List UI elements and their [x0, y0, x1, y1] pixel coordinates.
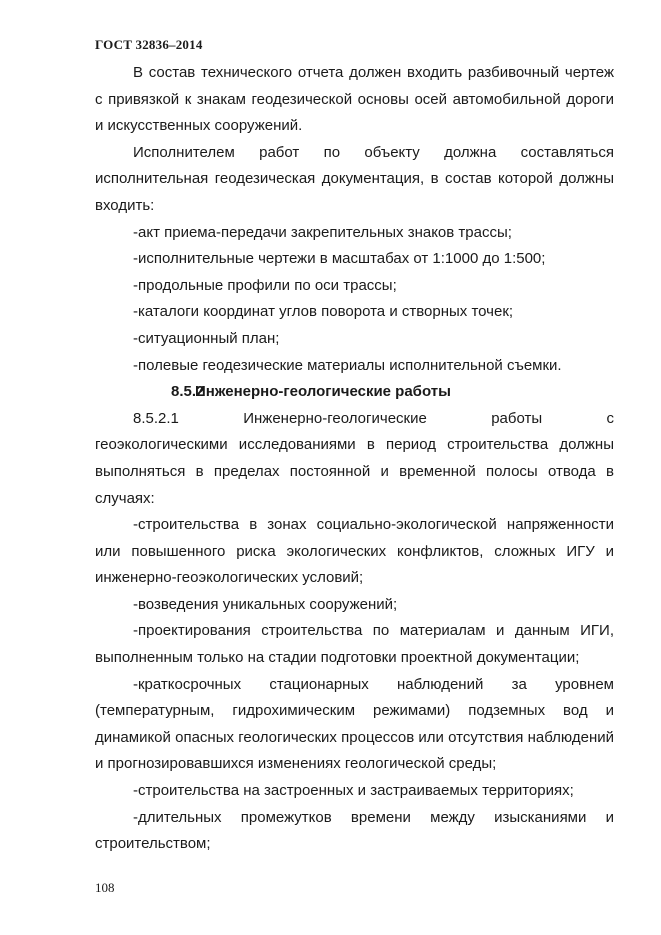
list-item: -возведения уникальных сооружений;	[133, 595, 398, 613]
list-item: -акт приема-передачи закрепительных знаков трассы;	[133, 223, 512, 241]
list-item: -строительства на застроенных и застраиваемых территориях;	[133, 782, 574, 800]
subsection-number: 8.5.2.1	[133, 409, 179, 427]
standard-code-header: ГОСТ 32836–2014	[95, 37, 203, 52]
subsection-word: с	[606, 409, 614, 427]
paragraph-executive-documentation: Исполнителем работ по объекту должна составляться исполнительная геодезическая документация, в состав которой должны входить:	[95, 143, 614, 214]
list-item: -исполнительные чертежи в масштабах от 1:1000 до 1:500;	[133, 250, 546, 268]
section-number: 8.5.2	[171, 383, 205, 401]
list-item: -полевые геодезические материалы исполнительной съемки.	[133, 356, 562, 374]
list-item: -краткосрочных стационарных наблюдений за уровнем (температурным, гидрохимическим режимами) подземных вод и динамикой опасных геологических процессов или отсутствия наблюдений и прогнозировавшихся изменениях геологической среды;	[95, 675, 614, 773]
subsection-first-line	[95, 406, 614, 433]
list-item: -проектирования строительства по материалам и данным ИГИ, выполненным только на стадии подготовки проектной документации;	[95, 622, 614, 667]
paragraph-report-contents: В состав технического отчета должен входить разбивочный чертеж с привязкой к знакам геодезической основы осей автомобильной дороги и искусственных сооружений.	[95, 64, 614, 135]
subsection-word: Инженерно-геологические	[243, 409, 427, 427]
list-item: -каталоги координат углов поворота и створных точек;	[133, 303, 514, 321]
list-item: -ситуационный план;	[133, 329, 280, 347]
list-item: -продольные профили по оси трассы;	[133, 276, 397, 294]
page-content	[95, 60, 614, 858]
page-number: 108	[95, 880, 115, 895]
subsection-word: работы	[491, 409, 543, 427]
list-item: -строительства в зонах социально-экологической напряженности или повышенного риска экологических конфликтов, сложных ИГУ и инженерно-геоэкологических условий;	[95, 516, 614, 587]
subsection-text: геоэкологическими исследованиями в период строительства должны выполняться в пределах постоянной и временной полосы отвода в случаях:	[95, 436, 614, 507]
list-item: -длительных промежутков времени между изысканиями и строительством;	[95, 808, 614, 853]
section-title: Инженерно-геологические работы	[195, 383, 451, 401]
section-heading	[95, 379, 614, 406]
